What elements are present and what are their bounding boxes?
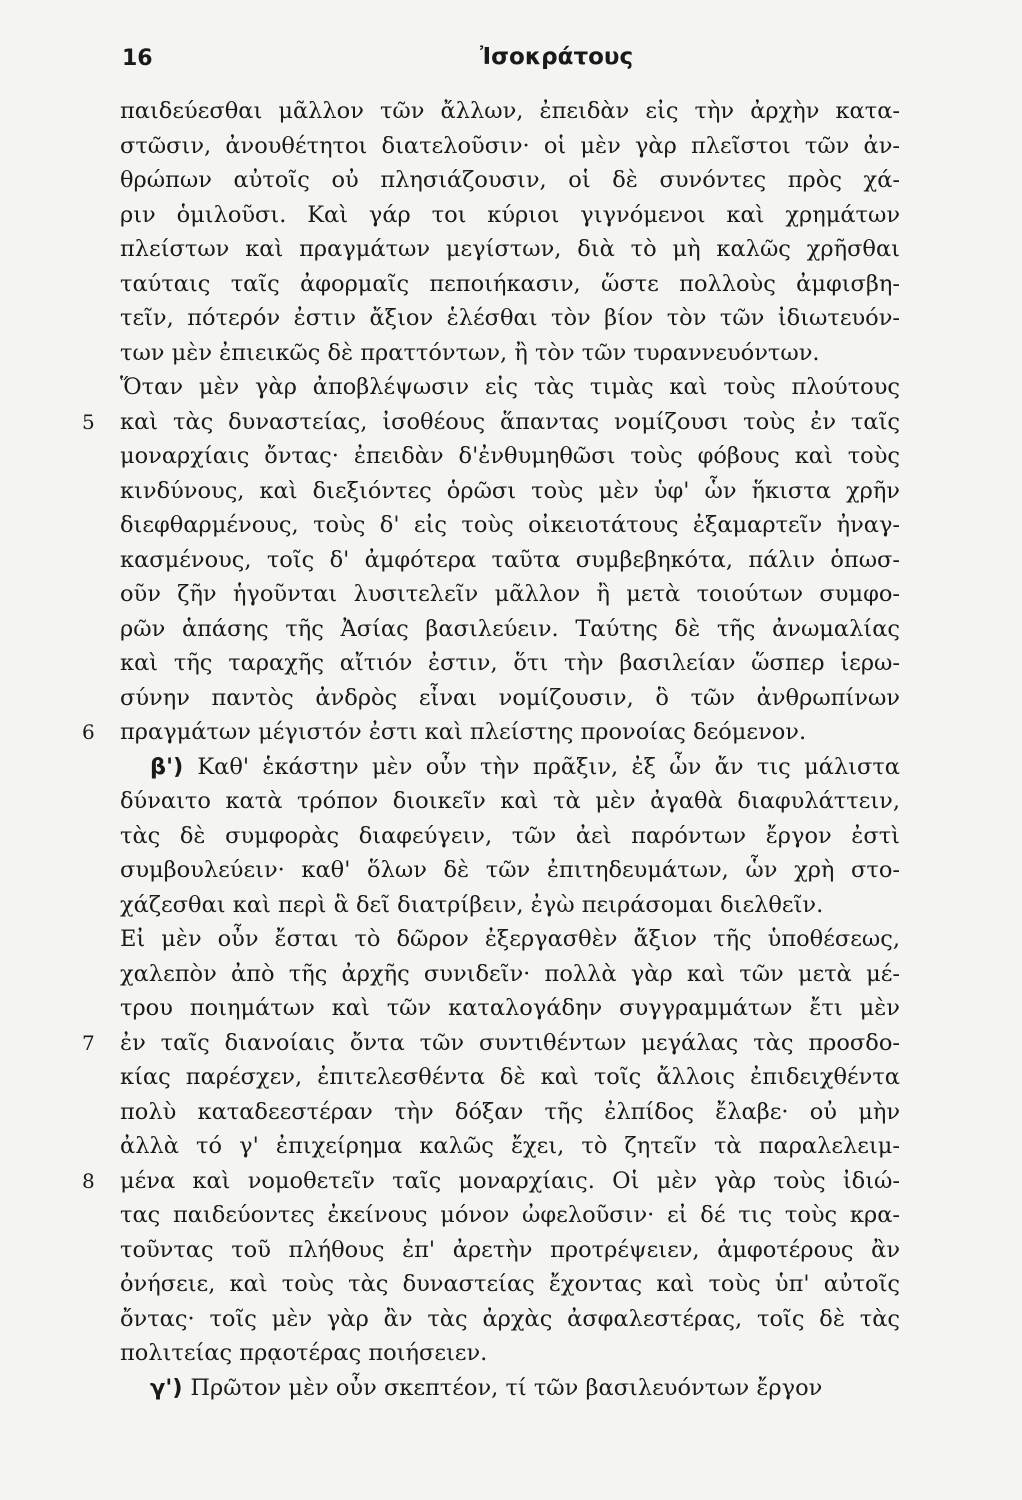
text-line <box>120 855 900 885</box>
text-line <box>120 1131 900 1161</box>
text-line <box>120 1235 900 1265</box>
text-line <box>120 717 900 747</box>
text-line <box>150 752 900 782</box>
text-line <box>120 407 900 437</box>
line-text: στῶσιν, ἀνουθέτητοι διατελοῦσιν· οἱ μὲν γὰρ πλεῖστοι τῶν ἀν- <box>120 132 900 159</box>
line-text: δύναιτο κατὰ τρόπον διοικεῖν καὶ τὰ μὲν ἀγαθὰ διαφυλάττειν, <box>120 788 900 814</box>
line-text: Πρῶτον μὲν οὖν σκεπτέον, τί τῶν βασιλευόντων ἔργον <box>190 1374 823 1401</box>
text-line <box>120 476 900 506</box>
text-line <box>120 1097 900 1127</box>
line-text: μένα καὶ νομοθετεῖν ταῖς μοναρχίαις. Οἱ μὲν γὰρ τοὺς ἰδιώ- <box>120 1167 900 1194</box>
text-line <box>120 1338 900 1368</box>
line-text: χάζεσθαι καὶ περὶ ἃ δεῖ διατρίβειν, ἐγὼ πειράσομαι διελθεῖν. <box>120 891 824 918</box>
line-text: Ὅταν μὲν γὰρ ἀποβλέψωσιν εἰς τὰς τιμὰς καὶ τοὺς πλούτους <box>120 374 900 400</box>
line-text: πολὺ καταδεεστέραν τὴν δόξαν τῆς ἐλπίδος ἔλαβε· οὐ μὴν <box>120 1098 900 1125</box>
line-text: πολιτείας πρᾳοτέρας ποιήσειεν. <box>120 1340 488 1366</box>
line-text: διεφθαρμένους, τοὺς δ' εἰς τοὺς οἰκειοτάτους ἐξαμαρτεῖν ἠναγ- <box>120 512 900 538</box>
line-text: τοῦντας τοῦ πλήθους ἐπ' ἀρετὴν προτρέψειεν, ἀμφοτέρους ἂν <box>120 1236 900 1263</box>
line-text: ἀλλὰ τό γ' ἐπιχείρημα καλῶς ἔχει, τὸ ζητεῖν τὰ παραλελειμ- <box>120 1133 900 1159</box>
text-line <box>120 959 900 989</box>
line-text: Καθ' ἑκάστην μὲν οὖν τὴν πρᾶξιν, ἐξ ὧν ἄν τις μάλιστα <box>197 753 900 780</box>
line-text: θρώπων αὐτοῖς οὐ πλησιάζουσιν, οἱ δὲ συνόντες πρὸς χά- <box>120 167 900 193</box>
line-text: ρῶν ἁπάσης τῆς Ἀσίας βασιλεύειν. Ταύτης δὲ τῆς ἀνωμαλίας <box>120 615 900 642</box>
line-text: ὀνήσειε, καὶ τοὺς τὰς δυναστείας ἔχοντας καὶ τοὺς ὑπ' αὐτοῖς <box>120 1271 900 1297</box>
text-line <box>120 786 900 816</box>
line-text: κινδύνους, καὶ διεξιόντες ὁρῶσι τοὺς μὲν ὑφ' ὧν ἥκιστα χρῆν <box>120 477 900 504</box>
text-line <box>120 1166 900 1196</box>
line-text: ταύταις ταῖς ἀφορμαῖς πεποιήκασιν, ὥστε πολλοὺς ἀμφισβη- <box>120 270 900 297</box>
text-line <box>120 131 900 161</box>
line-text: τας παιδεύοντες ἐκείνους μόνον ὠφελοῦσιν· εἰ δέ τις τοὺς κρα- <box>120 1202 900 1228</box>
text-line <box>120 1269 900 1299</box>
text-line <box>120 338 900 368</box>
margin-number: 5 <box>82 409 95 434</box>
text-line <box>120 890 900 920</box>
text-line <box>120 993 900 1023</box>
line-text: ὄντας· τοῖς μὲν γὰρ ἂν τὰς ἀρχὰς ἀσφαλεστέρας, τοῖς δὲ τὰς <box>120 1305 900 1332</box>
line-text: των μὲν ἐπιεικῶς δὲ πραττόντων, ἢ τὸν τῶν τυραννευόντων. <box>120 339 820 366</box>
text-line <box>120 96 900 126</box>
running-title: Ἰσοκράτους <box>480 44 634 70</box>
line-text: σύνην παντὸς ἀνδρὸς εἶναι νομίζουσιν, ὃ τῶν ἀνθρωπίνων <box>120 684 900 711</box>
text-line <box>120 165 900 195</box>
margin-number: 7 <box>82 1030 95 1055</box>
text-line <box>120 579 900 609</box>
line-text: τεῖν, πότερόν ἐστιν ἄξιον ἑλέσθαι τὸν βίον τὸν τῶν ἰδιωτευόν- <box>120 305 900 331</box>
line-text: παιδεύεσθαι μᾶλλον τῶν ἄλλων, ἐπειδὰν εἰς τὴν ἀρχὴν κατα- <box>120 98 900 124</box>
text-line <box>120 545 900 575</box>
line-text: Εἰ μὲν οὖν ἔσται τὸ δῶρον ἐξεργασθὲν ἄξιον τῆς ὑποθέσεως, <box>120 926 900 952</box>
text-line <box>120 441 900 471</box>
line-text: χαλεπὸν ἀπὸ τῆς ἀρχῆς συνιδεῖν· πολλὰ γὰρ καὶ τῶν μετὰ μέ- <box>120 960 900 987</box>
text-line <box>120 924 900 954</box>
text-line <box>120 1200 900 1230</box>
line-text: ριν ὁμιλοῦσι. Καὶ γάρ τοι κύριοι γιγνόμενοι καὶ χρημάτων <box>120 201 900 228</box>
text-line <box>120 1062 900 1092</box>
line-text: πραγμάτων μέγιστόν ἐστι καὶ πλείστης προνοίας δεόμενον. <box>120 719 807 745</box>
line-text: μοναρχίαις ὄντας· ἐπειδὰν δ'ἐνθυμηθῶσι τοὺς φόβους καὶ τοὺς <box>120 443 900 469</box>
section-marker: β') <box>150 753 198 780</box>
line-text: συμβουλεύειν· καθ' ὅλων δὲ τῶν ἐπιτηδευμάτων, ὧν χρὴ στο- <box>120 857 900 883</box>
text-line <box>150 1373 900 1403</box>
line-text: ἐν ταῖς διανοίαις ὄντα τῶν συντιθέντων μεγάλας τὰς προσδο- <box>120 1029 900 1056</box>
text-line <box>120 510 900 540</box>
line-text: τρου ποιημάτων καὶ τῶν καταλογάδην συγγραμμάτων ἔτι μὲν <box>120 995 900 1021</box>
text-line <box>120 683 900 713</box>
line-text: τὰς δὲ συμφορὰς διαφεύγειν, τῶν ἀεὶ παρόντων ἔργον ἐστὶ <box>120 822 900 849</box>
line-text: κασμένους, τοῖς δ' ἀμφότερα ταῦτα συμβεβηκότα, πάλιν ὁπωσ- <box>120 546 900 573</box>
line-text: πλείστων καὶ πραγμάτων μεγίστων, διὰ τὸ μὴ καλῶς χρῆσθαι <box>120 236 900 262</box>
text-line <box>120 234 900 264</box>
text-line <box>120 269 900 299</box>
text-line <box>120 821 900 851</box>
margin-number: 8 <box>82 1168 95 1193</box>
text-line <box>120 1028 900 1058</box>
line-text: καὶ τῆς ταραχῆς αἴτιόν ἐστιν, ὅτι τὴν βασιλείαν ὥσπερ ἱερω- <box>120 650 900 676</box>
text-line <box>120 200 900 230</box>
section-marker: γ') <box>150 1374 191 1401</box>
text-line <box>120 648 900 678</box>
line-text: κίας παρέσχεν, ἐπιτελεσθέντα δὲ καὶ τοῖς ἄλλοις ἐπιδειχθέντα <box>120 1064 900 1090</box>
text-line <box>120 303 900 333</box>
page-number: 16 <box>122 46 153 71</box>
line-text: οῦν ζῆν ἡγοῦνται λυσιτελεῖν μᾶλλον ἢ μετὰ τοιούτων συμφο- <box>120 581 900 607</box>
text-line <box>120 614 900 644</box>
line-text: καὶ τὰς δυναστείας, ἰσοθέους ἅπαντας νομίζουσι τοὺς ἐν ταῖς <box>120 408 900 435</box>
margin-number: 6 <box>82 720 95 744</box>
text-line <box>120 372 900 402</box>
text-line <box>120 1304 900 1334</box>
